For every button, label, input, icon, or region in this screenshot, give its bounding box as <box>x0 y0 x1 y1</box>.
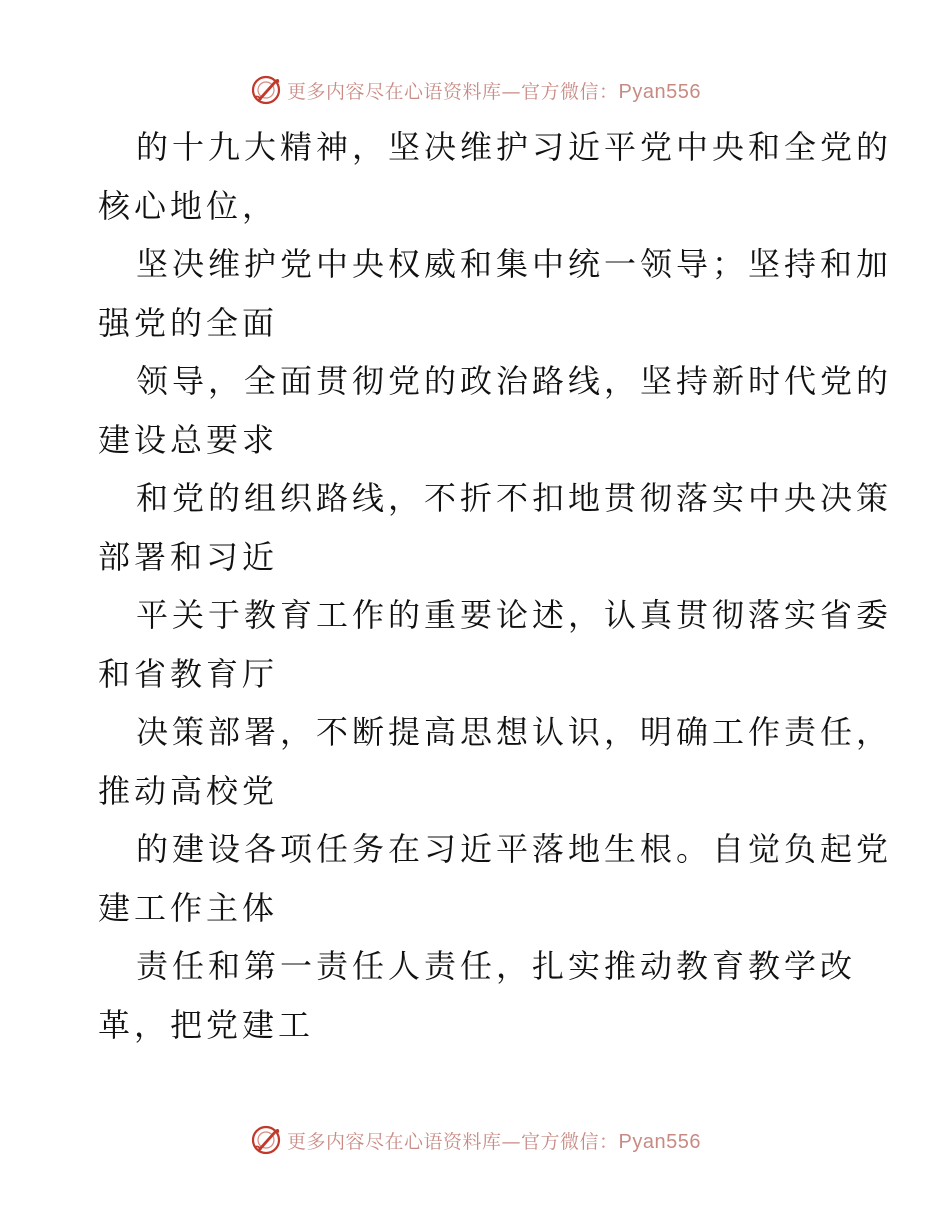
text-line: 推动高校党 <box>98 771 279 810</box>
text-line: 责任和第一责任人责任，扎实推动教育教学改 <box>136 947 857 985</box>
watermark-id: Pyan556 <box>618 1130 701 1153</box>
text-line: 建工作主体 <box>98 888 279 927</box>
text-line: 革，把党建工 <box>98 1005 315 1044</box>
text-line: 的十九大精神，坚决维护习近平党中央和全党的 <box>136 128 893 166</box>
document-body <box>98 118 893 1054</box>
quill-seal-icon <box>249 73 283 107</box>
text-line: 和省教育厅 <box>98 654 279 693</box>
page-header-watermark <box>0 70 950 110</box>
text-line: 建设总要求 <box>98 420 279 459</box>
text-line: 的建设各项任务在习近平落地生根。自觉负起党 <box>136 830 893 868</box>
text-line: 强党的全面 <box>98 303 279 342</box>
watermark-text: 更多内容尽在心语资料库—官方微信：Pyan556 <box>287 1130 701 1153</box>
text-line: 平关于教育工作的重要论述，认真贯彻落实省委 <box>136 596 893 634</box>
page-footer-watermark <box>0 1120 950 1160</box>
text-line: 部署和习近 <box>98 537 279 576</box>
watermark-id: Pyan556 <box>618 80 701 103</box>
quill-seal-icon <box>249 1123 283 1157</box>
text-line: 和党的组织路线，不折不扣地贯彻落实中央决策 <box>136 479 893 517</box>
text-line: 领导，全面贯彻党的政治路线，坚持新时代党的 <box>136 362 893 400</box>
text-line: 核心地位， <box>98 186 279 225</box>
watermark-text: 更多内容尽在心语资料库—官方微信：Pyan556 <box>287 80 701 103</box>
text-line: 决策部署，不断提高思想认识，明确工作责任， <box>136 713 893 751</box>
text-line: 坚决维护党中央权威和集中统一领导；坚持和加 <box>136 245 893 283</box>
